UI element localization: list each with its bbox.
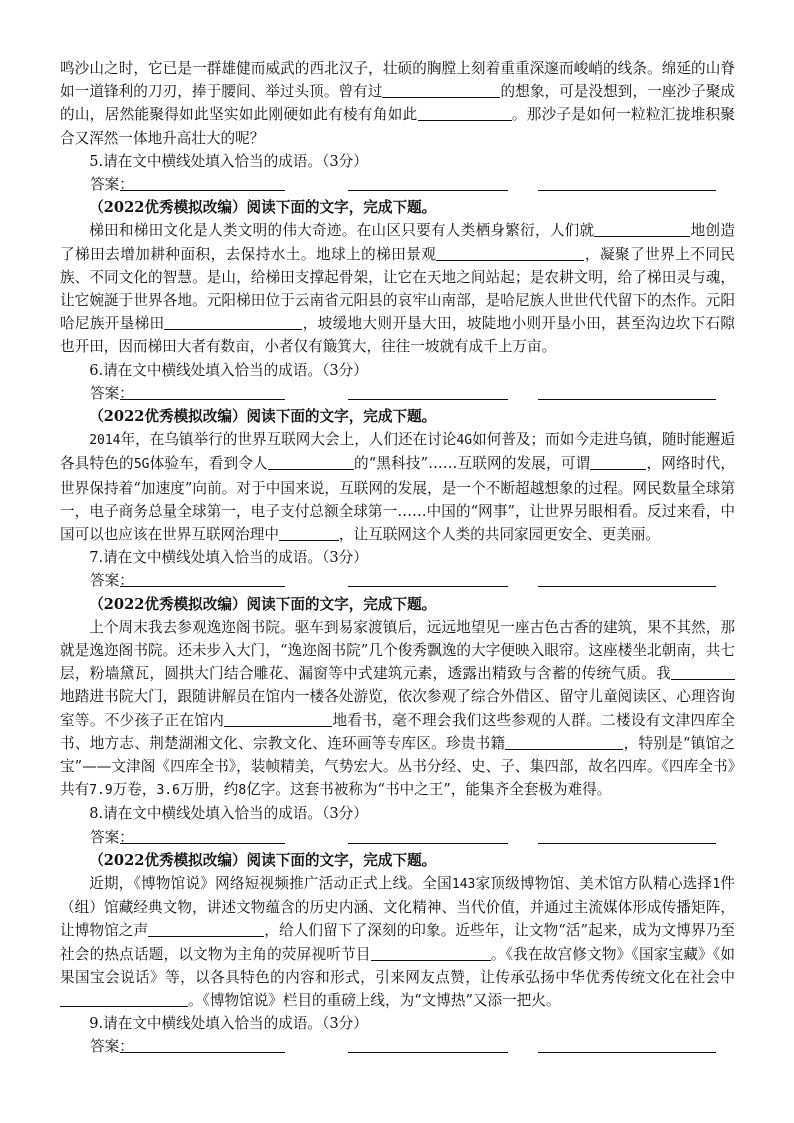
answer-blank-3[interactable] — [538, 399, 716, 400]
passage-text: ，坡缓地大则开垦大田，坡陡地小则开垦小田，甚至沟边坎下石隙也开田，因而梯田大者有数亩，小者仅有簸箕大，往往一坡就有成千上万亩。 — [60, 315, 735, 356]
answer-blank-2[interactable] — [348, 586, 508, 587]
passage-text: 地看书，毫不理会我们这些参观的人群。二楼设有文津四库全书、地方志、荆楚湖湘文化、宗教文化、连环画等专库区。珍贵书籍 — [60, 711, 735, 752]
fill-blank[interactable] — [436, 245, 584, 261]
passage-text: 的“黑科技”……互联网的发展，可谓 — [353, 455, 591, 473]
section-heading: （2022优秀模拟改编）阅读下面的文字，完成下题。 — [89, 595, 437, 613]
passage-text: 近期，《博物馆说》网络短视频推广活动正式上线。全国 — [89, 875, 452, 893]
answer-blank-2[interactable] — [348, 399, 508, 400]
fill-blank[interactable] — [590, 454, 646, 470]
answer-blank-1[interactable] — [120, 399, 285, 400]
answer-blank-2[interactable] — [348, 843, 508, 844]
question-7: 7.请在文中横线处填入恰当的成语。（3分） — [89, 549, 368, 567]
section-heading: （2022优秀模拟改编）阅读下面的文字，完成下题。 — [89, 199, 437, 217]
passage-text: 件（组）馆藏经典文物，讲述文物蕴含的历史内涵、文化精神、当代价值，并通过主流媒体形成传播矩阵，让博物馆之声 — [60, 875, 735, 940]
passage-text: 如何普及；而如今走进乌镇，随时能邂逅各具特色的 — [60, 431, 735, 473]
passage-text: 体验车，看到令人 — [149, 455, 268, 473]
answer-blank-1[interactable] — [120, 586, 285, 587]
answer-row-5 — [60, 173, 735, 196]
number-text: 4G — [456, 433, 473, 449]
section-heading: （2022优秀模拟改编）阅读下面的文字，完成下题。 — [89, 408, 437, 426]
answer-blank-1[interactable] — [120, 843, 285, 844]
question-6: 6.请在文中横线处填入恰当的成语。（3分） — [89, 361, 368, 379]
answer-label: 答案： — [90, 384, 134, 402]
passage-text: 。那沙子是如何一粒粒汇拢堆积聚合又浑然一体地升高壮大的呢？ — [60, 106, 735, 147]
passage-text: 年，在乌镇举行的世界互联网大会上，人们还在讨论 — [120, 431, 457, 449]
answer-row-7 — [60, 569, 735, 592]
number-text: 143 — [451, 877, 476, 893]
fill-blank[interactable] — [594, 221, 690, 237]
fill-blank[interactable] — [671, 664, 735, 680]
answer-blank-3[interactable] — [538, 843, 716, 844]
passage-text: 。《博物馆说》栏目的重磅上线，为“文博热”又添一把火。 — [188, 992, 561, 1010]
passage-text: 万卷， — [112, 781, 157, 799]
answer-blank-1[interactable] — [120, 190, 285, 191]
passage-text: 地踏进书院大门，跟随讲解员在馆内一楼各处游览，依次参观了综合外借区、留守儿童阅读区、心理咨询室等。不少孩子正在馆内 — [60, 688, 735, 729]
passage-text: ，网络时代，世界保持着“加速度”向前。对于中国来说，互联网的发展，是一个不断超越想象的过程。网民数量全球第一，电子商务总量全球第一，电子支付总额全球第一……中国的“网事”，让世界另眼相看。反过来看，中国可以也应该在世界互联网治理中 — [60, 455, 735, 544]
answer-blank-3[interactable] — [538, 1052, 716, 1053]
number-text: 3.6 — [156, 783, 180, 799]
answer-blank-3[interactable] — [538, 586, 716, 587]
number-text: 1 — [712, 877, 721, 893]
fill-blank[interactable] — [382, 82, 500, 98]
answer-label: 答案： — [90, 572, 134, 590]
passage-text: 梯田和梯田文化是人类文明的伟大奇迹。在山区只要有人类栖身繁衍，人们就 — [89, 222, 595, 240]
fill-blank[interactable] — [148, 921, 264, 937]
passage-7-paragraph — [60, 428, 735, 546]
passage-text: 家顶级博物馆、美术馆方队精心选择 — [475, 875, 713, 893]
passage-9-paragraph — [60, 872, 735, 1012]
question-9: 9.请在文中横线处填入恰当的成语。（3分） — [89, 1015, 368, 1033]
passage-text: ，给人们留下了深刻的印象。近些年，让文物“活”起来，成为文博界乃至社会的热点话题，以文物为主角的荧屏视听节目 — [60, 922, 735, 963]
fill-blank[interactable] — [371, 945, 491, 961]
fill-blank[interactable] — [418, 105, 512, 121]
fill-blank[interactable] — [164, 314, 302, 330]
number-text: 2014 — [89, 433, 121, 449]
passage-text: 。《我在故宫修文物》《国家宝藏》《如果国宝会说话》等，以各具特色的内容和形式，引来网友点赞，让传承弘扬中华优秀传统文化在社会中 — [60, 945, 735, 986]
passage-text: ，让互联网这个人类的共同家园更安全、更美丽。 — [338, 526, 660, 544]
number-text: 7.9 — [89, 783, 113, 799]
section-heading: （2022优秀模拟改编）阅读下面的文字，完成下题。 — [89, 851, 437, 869]
answer-row-6 — [60, 382, 735, 405]
passage-text: 鸣沙山之时，它已是一群雄健而威武的西北汉子，壮硕的胸膛上刻着重重深邃而峻峭的线条。绵延的山脊如一道锋利的刀刃，捧于腰间、举过头顶。曾有过 — [60, 60, 735, 101]
question-8: 8.请在文中横线处填入恰当的成语。（3分） — [89, 805, 368, 823]
question-5: 5.请在文中横线处填入恰当的成语。（3分） — [89, 152, 368, 170]
answer-label: 答案： — [90, 828, 134, 846]
answer-row-9 — [60, 1035, 735, 1058]
number-text: 8 — [238, 783, 247, 799]
answer-label: 答案： — [90, 1038, 134, 1056]
exam-page — [60, 57, 735, 1059]
passage-text: 的想象，可是没想到，一座沙子聚成的山，居然能聚得如此坚实如此刚硬如此有棱有角如此 — [60, 83, 735, 124]
passage-text: 地创造了梯田去增加耕种面积，去保持水土。地球上的梯田景观 — [60, 222, 735, 263]
passage-5-paragraph — [60, 57, 735, 150]
answer-label: 答案： — [90, 176, 134, 194]
fill-blank[interactable] — [279, 525, 339, 541]
answer-blank-1[interactable] — [120, 1052, 285, 1053]
passage-text: ，凝聚了世界上不同民族、不同文化的智慧。是山，给梯田支撑起骨架，让它在天地之间站起；是农耕文明，给了梯田灵与魂，让它婉誕于世界各地。元阳梯田位于云南省元阳县的哀牢山南部，是哈尼族人世世代代留下的杰作。元阳哈尼族开垦梯田 — [60, 245, 735, 333]
passage-6-paragraph — [60, 219, 735, 358]
passage-8-paragraph — [60, 616, 735, 803]
answer-row-8 — [60, 826, 735, 849]
fill-blank[interactable] — [60, 991, 188, 1007]
fill-blank[interactable] — [224, 711, 332, 727]
passage-text: 亿字。这套书被称为“书中之王”，能集齐全套极为难得。 — [246, 781, 612, 799]
fill-blank[interactable] — [268, 454, 354, 470]
answer-blank-3[interactable] — [538, 190, 716, 191]
passage-text: 上个周末我去参观逸迩阁书院。驱车到易家渡镇后，远远地望见一座古色古香的建筑，果不其然，那就是逸迩阁书院。还未步入大门，“逸迩阁书院”几个俊秀飘逸的大字便映入眼帘。这座楼坐北朝南，共七层，粉墙黛瓦，圆拱大门结合雕花、漏窗等中式建筑元素，透露出精致与含蓄的传统气质。我 — [60, 618, 735, 683]
passage-text: 万册，约 — [179, 781, 239, 799]
answer-blank-2[interactable] — [348, 1052, 508, 1053]
answer-blank-2[interactable] — [348, 190, 508, 191]
passage-text: ，特别是“镇馆之宝”——文津阁《四库全书》，装帧精美，气势宏大。丛书分经、史、子、集四部，故名四库。《四库全书》共有 — [60, 734, 735, 799]
number-text: 5G — [133, 457, 150, 473]
fill-blank[interactable] — [505, 734, 623, 750]
